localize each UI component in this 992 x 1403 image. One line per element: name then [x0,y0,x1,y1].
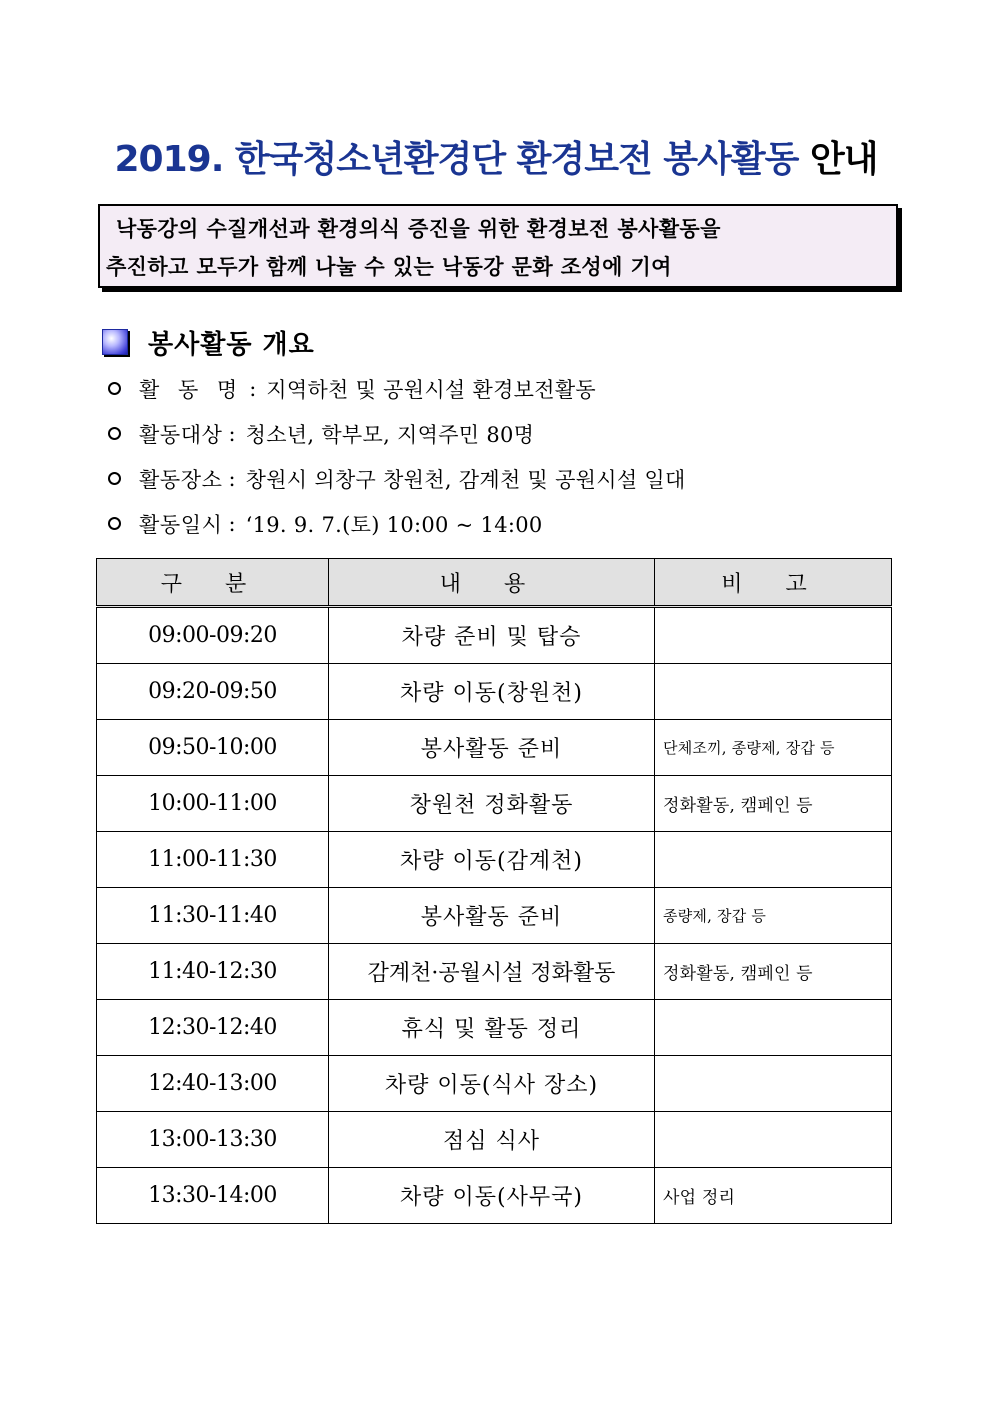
table-row [97,607,892,664]
page-title-suffix: 안내 [809,139,878,180]
row-note [655,1000,892,1056]
row-content: 차량 이동(식사 장소) [329,1056,655,1112]
row-time: 09:50-10:00 [97,720,329,776]
row-note [655,1112,892,1168]
row-time: 12:40-13:00 [97,1056,329,1112]
overview-separator: : [249,376,257,401]
hollow-circle-icon [108,517,121,530]
table-row [97,776,892,832]
overview-separator: : [228,511,236,536]
table-row [97,1056,892,1112]
row-note [655,1056,892,1112]
hollow-circle-icon [108,472,121,485]
row-note [655,664,892,720]
purpose-box [98,204,898,288]
row-content: 차량 준비 및 탑승 [329,607,655,664]
row-content: 점심 식사 [329,1112,655,1168]
page-title [0,136,992,184]
row-time: 12:30-12:40 [97,1000,329,1056]
table-row [97,832,892,888]
row-note: 단체조끼, 종량제, 장갑 등 [655,720,892,776]
row-content: 차량 이동(창원천) [329,664,655,720]
overview-label: 활 동 명 [139,377,244,402]
table-row [97,888,892,944]
overview-separator: : [228,421,236,446]
purpose-line-2: 추진하고 모두가 함께 나눌 수 있는 낙동강 문화 조성에 기여 [106,254,672,279]
row-note [655,832,892,888]
overview-item-target [106,411,686,456]
table-row [97,1168,892,1224]
section-heading [102,322,315,362]
overview-label: 활동장소 [139,467,223,492]
header-content: 내 용 [329,559,655,607]
table-row [97,944,892,1000]
overview-value: 지역하천 및 공원시설 환경보전활동 [266,377,597,402]
row-time: 11:40-12:30 [97,944,329,1000]
overview-value: 창원시 의창구 창원천, 감계천 및 공원시설 일대 [245,467,686,492]
overview-value: 청소년, 학부모, 지역주민 80명 [245,422,535,447]
section-title: 봉사활동 개요 [148,329,315,360]
row-content: 창원천 정화활동 [329,776,655,832]
header-note: 비 고 [655,559,892,607]
purpose-line-1: 낙동강의 수질개선과 환경의식 증진을 위한 환경보전 봉사활동을 [116,216,721,241]
table-header-row [97,559,892,607]
row-time: 13:30-14:00 [97,1168,329,1224]
page-title-main: 2019. 한국청소년환경단 환경보전 봉사활동 [114,139,799,180]
row-note: 정화활동, 캠페인 등 [655,944,892,1000]
row-note: 사업 정리 [655,1168,892,1224]
overview-list [106,366,686,546]
table-row [97,664,892,720]
row-time: 11:00-11:30 [97,832,329,888]
row-time: 09:00-09:20 [97,607,329,664]
row-content: 차량 이동(사무국) [329,1168,655,1224]
row-time: 13:00-13:30 [97,1112,329,1168]
row-time: 11:30-11:40 [97,888,329,944]
overview-label: 활동대상 [139,422,223,447]
schedule-table [96,558,892,1224]
hollow-circle-icon [108,382,121,395]
overview-item-place [106,456,686,501]
row-time: 09:20-09:50 [97,664,329,720]
row-content: 휴식 및 활동 정리 [329,1000,655,1056]
row-time: 10:00-11:00 [97,776,329,832]
row-content: 봉사활동 준비 [329,888,655,944]
row-note [655,607,892,664]
row-note: 종량제, 장갑 등 [655,888,892,944]
square-bullet-icon [102,329,128,355]
table-row [97,720,892,776]
overview-value: ‘19. 9. 7.(토) 10:00 ~ 14:00 [245,512,543,537]
header-time: 구 분 [97,559,329,607]
overview-label: 활동일시 [139,512,223,537]
hollow-circle-icon [108,427,121,440]
overview-item-name [106,366,686,411]
table-row [97,1112,892,1168]
table-row [97,1000,892,1056]
row-content: 차량 이동(감계천) [329,832,655,888]
overview-separator: : [228,466,236,491]
row-content: 봉사활동 준비 [329,720,655,776]
overview-item-datetime [106,501,686,546]
row-note: 정화활동, 캠페인 등 [655,776,892,832]
row-content: 감계천·공월시설 정화활동 [329,944,655,1000]
